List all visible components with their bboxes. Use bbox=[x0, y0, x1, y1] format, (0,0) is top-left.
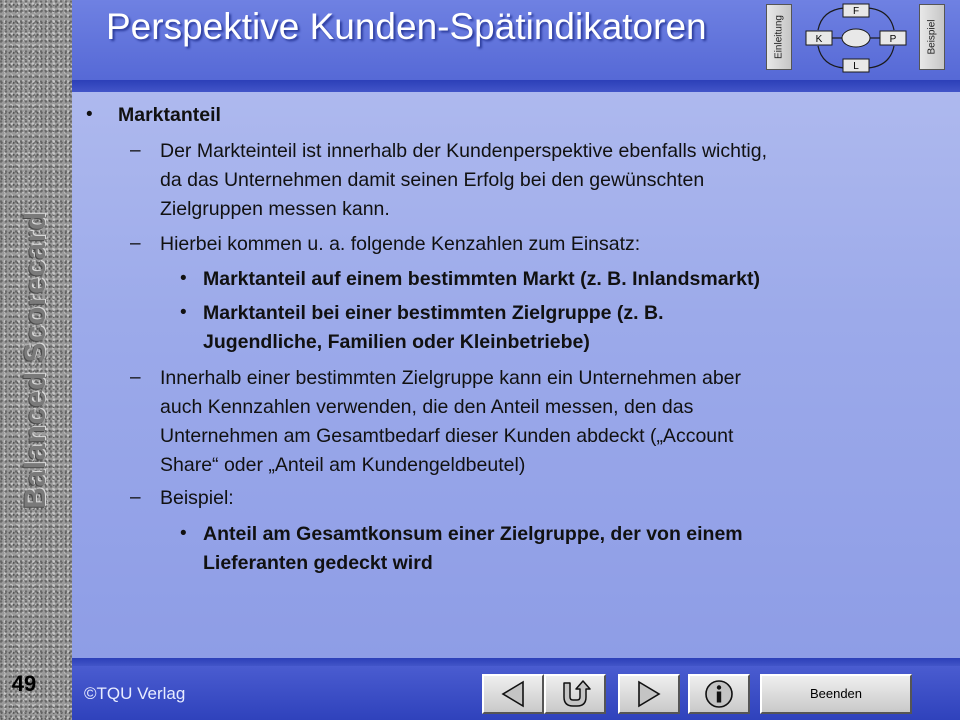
process-node[interactable] bbox=[880, 31, 906, 45]
introduction-tab[interactable] bbox=[766, 4, 792, 70]
return-button[interactable] bbox=[544, 674, 606, 714]
learning-node[interactable] bbox=[843, 59, 869, 72]
paragraph-line: Zielgruppen messen kann. bbox=[160, 198, 390, 220]
bullet-marker: • bbox=[180, 302, 187, 323]
sub-bullet-line: Marktanteil bei einer bestimmten Zielgruppe (z. B. bbox=[203, 302, 664, 324]
svg-text:P: P bbox=[889, 34, 897, 45]
svg-text:K: K bbox=[815, 34, 823, 45]
sub-bullet-line: Jugendliche, Familien oder Kleinbetriebe) bbox=[203, 331, 590, 353]
u-turn-arrow-icon bbox=[558, 679, 592, 709]
end-button[interactable]: Beenden bbox=[760, 674, 912, 714]
page-title: Perspektive Kunden-Spätindikatoren bbox=[106, 6, 707, 47]
perspective-nav-diagram[interactable] bbox=[796, 2, 916, 74]
bullet-marker: • bbox=[180, 523, 187, 544]
svg-text:L: L bbox=[853, 61, 859, 72]
page-number: 49 bbox=[11, 671, 37, 696]
sub-bullet-line: Lieferanten gedeckt wird bbox=[203, 552, 433, 574]
dash-marker: – bbox=[130, 487, 141, 508]
paragraph-line: Share“ oder „Anteil am Kundengeldbeutel) bbox=[160, 454, 526, 476]
paragraph-line: auch Kennzahlen verwenden, die den Anteil messen, den das bbox=[160, 396, 694, 418]
next-slide-button[interactable] bbox=[618, 674, 680, 714]
center-ellipse bbox=[842, 29, 870, 47]
triangle-left-icon bbox=[498, 680, 528, 708]
paragraph-line: Innerhalb einer bestimmten Zielgruppe kann ein Unternehmen aber bbox=[160, 367, 742, 389]
finance-node[interactable] bbox=[843, 4, 869, 17]
introduction-tab-label: Einleitung bbox=[773, 15, 785, 59]
paragraph-line: Der Markteinteil ist innerhalb der Kundenperspektive ebenfalls wichtig, bbox=[160, 140, 767, 162]
info-icon bbox=[704, 679, 734, 709]
example-tab-label: Beispiel bbox=[926, 19, 938, 55]
customer-node[interactable] bbox=[806, 31, 832, 45]
paragraph-line: Unternehmen am Gesamtbedarf dieser Kunden abdeckt („Account bbox=[160, 425, 734, 447]
section-heading: Marktanteil bbox=[118, 104, 221, 126]
bullet-marker: • bbox=[180, 268, 187, 289]
bullet-marker: • bbox=[86, 104, 93, 125]
granite-sidebar bbox=[0, 0, 72, 720]
dash-marker: – bbox=[130, 367, 141, 388]
sub-bullet-line: Marktanteil auf einem bestimmten Markt (z. B. Inlandsmarkt) bbox=[203, 268, 760, 290]
paragraph-line: Hierbei kommen u. a. folgende Kenzahlen zum Einsatz: bbox=[160, 233, 641, 255]
info-button[interactable] bbox=[688, 674, 750, 714]
previous-slide-button[interactable] bbox=[482, 674, 544, 714]
footer-divider bbox=[72, 658, 960, 666]
header-divider bbox=[72, 80, 960, 92]
paragraph-line: Beispiel: bbox=[160, 487, 234, 509]
svg-text:F: F bbox=[852, 6, 860, 17]
triangle-right-icon bbox=[634, 680, 664, 708]
copyright-text: ©TQU Verlag bbox=[84, 684, 186, 703]
dash-marker: – bbox=[130, 233, 141, 254]
paragraph-line: da das Unternehmen damit seinen Erfolg bei den gewünschten bbox=[160, 169, 705, 191]
example-tab[interactable] bbox=[919, 4, 945, 70]
brand-vertical-title: Balanced Scorecard bbox=[19, 211, 52, 509]
dash-marker: – bbox=[130, 140, 141, 161]
sub-bullet-line: Anteil am Gesamtkonsum einer Zielgruppe, der von einem bbox=[203, 523, 743, 545]
